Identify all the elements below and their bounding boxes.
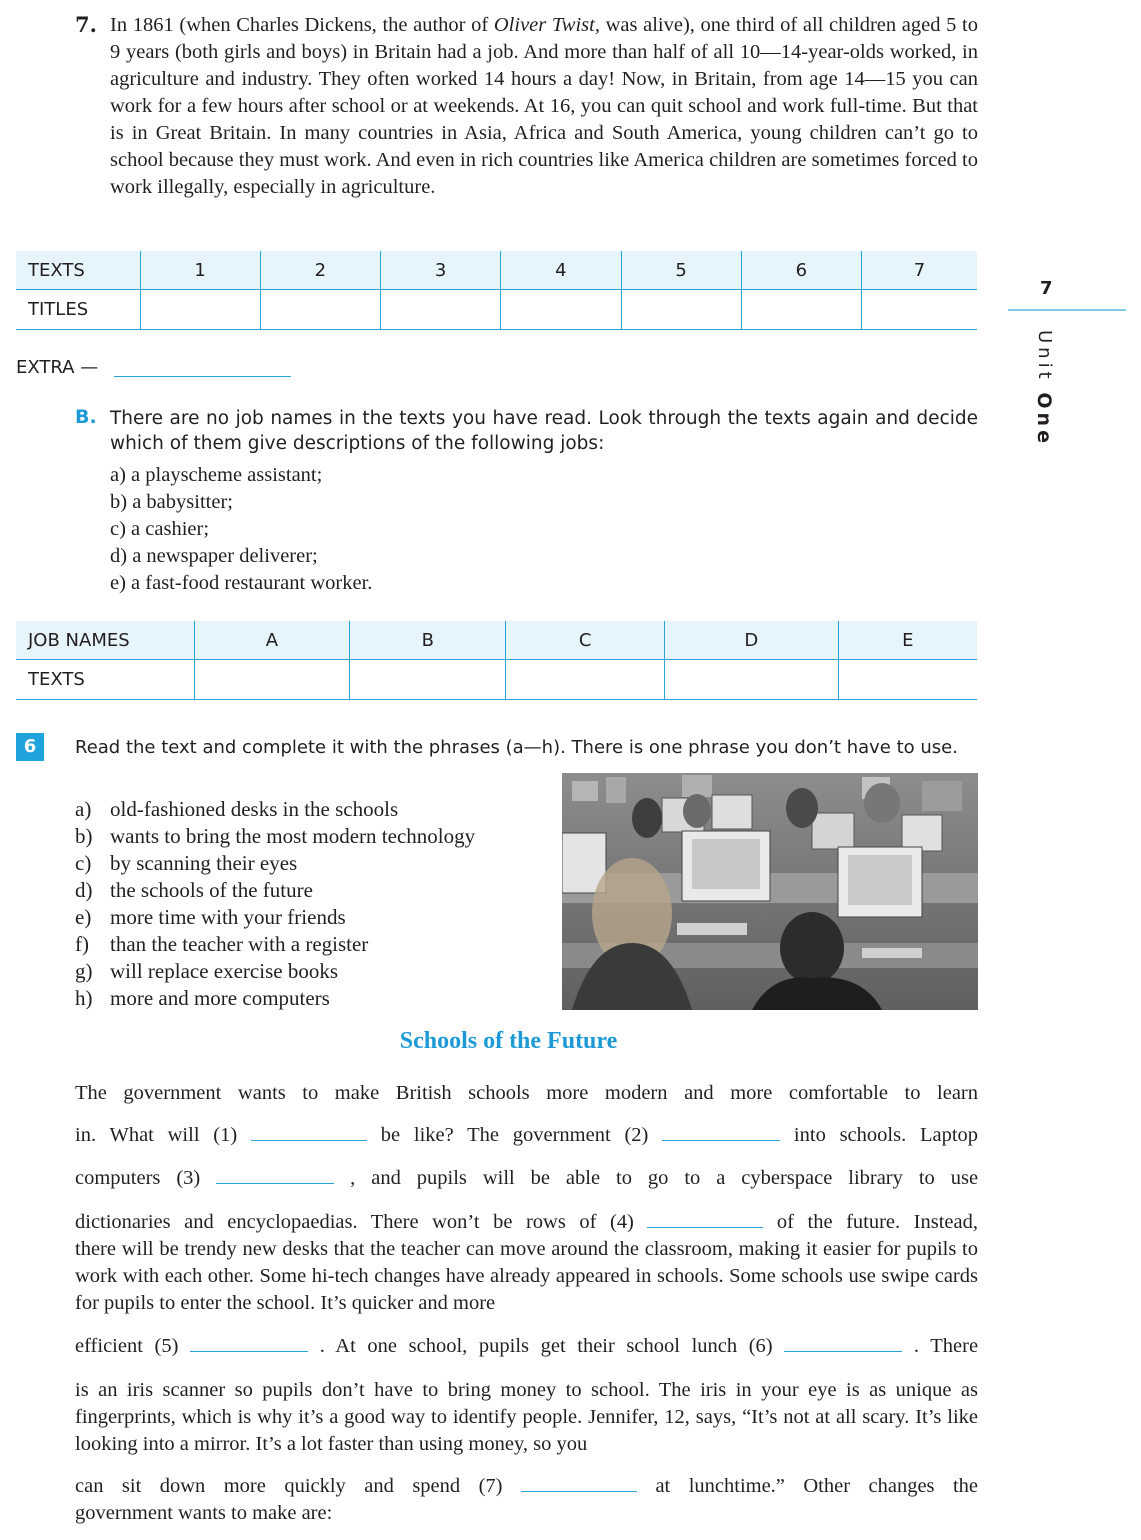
list-item: f) than the teacher with a register: [75, 932, 369, 956]
answer-cell[interactable]: [501, 290, 621, 330]
col-header: 2: [260, 251, 380, 290]
story-line: dictionaries and encyclopaedias. There won’t be rows of (4) of the future. Instead,: [75, 1211, 978, 1233]
list-item: g) will replace exercise books: [75, 959, 338, 983]
story-paragraph: there will be trendy new desks that the teacher can move around the classroom, making it easier for pupils to work with each other. Some hi-tech changes have already appeared in schools. Some schools use swipe cards for pupils to enter the school. It’s quicker and more: [75, 1238, 978, 1314]
answer-cell[interactable]: [260, 290, 380, 330]
col-header: B: [350, 621, 506, 660]
list-item: a) old-fashioned desks in the schools: [75, 797, 399, 821]
answer-cell[interactable]: [741, 290, 861, 330]
gap-1[interactable]: [251, 1122, 367, 1141]
story-line: can sit down more quickly and spend (7) at lunchtime.” Other changes the: [75, 1475, 979, 1497]
answer-cell[interactable]: [664, 660, 838, 700]
col-header: D: [664, 621, 838, 660]
story-line: computers (3) , and pupils will be able to go to a cyberspace library to use: [75, 1167, 979, 1189]
task-b-letter: B.: [75, 406, 97, 428]
row-label-texts: TEXTS: [16, 660, 194, 700]
gap-6[interactable]: [784, 1333, 902, 1352]
col-header: E: [838, 621, 977, 660]
gap-2[interactable]: [662, 1122, 780, 1141]
list-item: c) a cashier;: [110, 518, 210, 540]
text-number: 7.: [75, 12, 97, 37]
gap-3[interactable]: [216, 1165, 334, 1184]
col-header: 3: [381, 251, 501, 290]
task-number-badge: 6: [16, 733, 44, 761]
row-label-titles: TITLES: [16, 290, 140, 330]
job-list: [110, 462, 372, 597]
book-title: Oliver Twist: [493, 14, 595, 36]
list-item: e) a fast-food restaurant worker.: [110, 572, 373, 594]
list-item: d) a newspaper deliverer;: [110, 545, 318, 567]
task-6-instruction: Read the text and complete it with the phrases (a—h). There is one phrase you don’t have to use.: [75, 737, 958, 758]
phrase-list: [75, 796, 475, 1012]
story-line: in. What will (1) be like? The government (2) into schools. Laptop: [75, 1124, 979, 1146]
answer-cell[interactable]: [506, 660, 665, 700]
classroom-computers-photo: [562, 773, 978, 1010]
text-7-paragraph: In 1861 (when Charles Dickens, the author of Oliver Twist, was alive), one third of all children aged 5 to 9 years (both girls and boys) in Britain had a job. And more than half of all 10—14-year-olds worked, in agriculture and industry. They often worked 14 hours a day! Now, in Britain, from age 14—15 you can work for a few hours after school or at weekends. At 16, you can quit school and work full-time. But that is in Great Britain. In many countries in Asia, Africa and South America, young children can’t go to school because they must work. And even in rich countries like America children are sometimes forced to work illegally, especially in agriculture.: [110, 14, 978, 198]
col-header: A: [194, 621, 350, 660]
list-item: a) a playscheme assistant;: [110, 464, 323, 486]
gap-5[interactable]: [190, 1333, 308, 1352]
side-divider: [1008, 309, 1126, 311]
row-label-job-names: JOB NAMES: [16, 621, 194, 660]
story-line: efficient (5) . At one school, pupils get their school lunch (6) . There: [75, 1335, 979, 1357]
answer-cell[interactable]: [350, 660, 506, 700]
answer-cell[interactable]: [140, 290, 260, 330]
list-item: d) the schools of the future: [75, 878, 313, 902]
list-item: h) more and more computers: [75, 986, 330, 1010]
list-item: c) by scanning their eyes: [75, 851, 298, 875]
col-header: 5: [621, 251, 741, 290]
story-paragraph: is an iris scanner so pupils don’t have to bring money to school. The iris in your eye is as unique as fingerprints, which is why it’s a good way to identify people. Jennifer, 12, says, “It’s not at all scary. It’s like looking into a mirror. It’s a lot faster than using money, so you: [75, 1379, 978, 1455]
extra-answer-line[interactable]: [114, 376, 291, 377]
answer-cell[interactable]: [381, 290, 501, 330]
answer-cell[interactable]: [194, 660, 350, 700]
texts-titles-table: [16, 251, 977, 330]
col-header: 4: [501, 251, 621, 290]
gap-7[interactable]: [521, 1473, 637, 1492]
answer-cell[interactable]: [621, 290, 741, 330]
answer-cell[interactable]: [838, 660, 977, 700]
col-header: 6: [741, 251, 861, 290]
job-names-table: [16, 621, 977, 700]
list-item: b) wants to bring the most modern technology: [75, 824, 476, 848]
gap-4[interactable]: [647, 1209, 763, 1228]
col-header: 1: [140, 251, 260, 290]
story-line: The government wants to make British schools more modern and more comfortable to learn: [75, 1082, 978, 1104]
col-header: C: [506, 621, 665, 660]
list-item: e) more time with your friends: [75, 905, 346, 929]
list-item: b) a babysitter;: [110, 491, 233, 513]
task-b-instruction: There are no job names in the texts you have read. Look through the texts again and decide which of them give descriptions of the following jobs:: [110, 408, 978, 454]
page-number: 7: [1040, 278, 1053, 299]
unit-label: Unit One: [1033, 330, 1055, 447]
col-header: 7: [862, 251, 978, 290]
answer-cell[interactable]: [862, 290, 978, 330]
story-title: Schools of the Future: [399, 1028, 618, 1054]
story-line: government wants to make are:: [75, 1502, 333, 1524]
extra-label: EXTRA —: [16, 357, 99, 378]
row-label-texts: TEXTS: [16, 251, 140, 290]
